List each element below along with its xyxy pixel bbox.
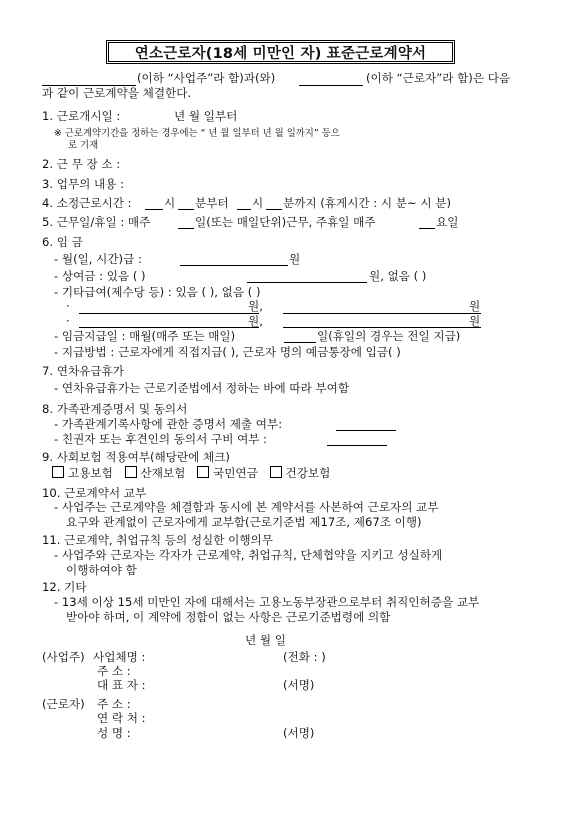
payment-method: - 지급방법 : 근로자에게 직접지급( ), 근로자 명의 예금통장에 입금( ) [54, 345, 401, 359]
section-11-label: 11. 근로계약, 취업규칙 등의 성실한 이행의무 [42, 533, 273, 547]
allowance-1-won: 원, [248, 299, 263, 313]
bonus-label: - 상여금 : 있음 ( ) [54, 269, 146, 283]
national-pension-checkbox[interactable] [197, 466, 209, 478]
consent-question: - 친권자 또는 후견인의 동의서 구비 여부 : [54, 432, 268, 446]
employment-insurance-label: 고용보험 [68, 466, 113, 480]
phone-field[interactable]: (전화 : ) [283, 650, 326, 664]
allowance-2-won: 원 [469, 299, 481, 313]
hour-unit-2: 시 [252, 196, 264, 210]
weekday-unit: 요일 [436, 215, 459, 229]
section-1-label: 1. 근로개시일 : [42, 109, 121, 123]
allowance-label: - 기타급여(제수당 등) : 있음 ( ), 없음 ( ) [54, 285, 261, 299]
section-10-line-1: - 사업주는 근로계약을 체결함과 동시에 본 계약서를 사본하여 근로자의 교부 [54, 500, 439, 514]
section-12-label: 12. 기타 [42, 580, 87, 594]
section-3-label: 3. 업무의 내용 : [42, 177, 125, 191]
allowance-4-blank[interactable] [283, 327, 481, 328]
workdays-blank[interactable] [178, 228, 194, 229]
payday-holiday-note: 일(휴일의 경우는 전일 지급) [317, 329, 461, 343]
intro-line-1b: (이하 “근로자”라 함)은 다음 [366, 71, 511, 85]
worker-name-blank[interactable] [299, 85, 363, 86]
section-10-label: 10. 근로계약서 교부 [42, 486, 147, 500]
allowance-2-blank[interactable] [283, 313, 481, 314]
section-8-label: 8. 가족관계증명서 및 동의서 [42, 402, 188, 416]
worker-name-label: 성 명 : [97, 726, 131, 740]
allowance-1-blank[interactable] [79, 313, 259, 314]
wage-label: - 월(일, 시간)급 : [54, 252, 142, 266]
section-10-line-2: 요구와 관계없이 근로자에게 교부함(근로기준법 제17조, 제67조 이행) [66, 515, 422, 529]
section-2-label: 2. 근 무 장 소 : [42, 157, 121, 171]
industrial-accident-label: 산재보험 [140, 466, 186, 480]
section-5-label: 5. 근무일/휴일 : 매주 [42, 215, 151, 229]
family-cert-question: - 가족관계기록사항에 관한 증명서 제출 여부: [54, 417, 283, 431]
section-11-line-1: - 사업주와 근로자는 각자가 근로계약, 취업규칙, 단체협약을 지키고 성실하게 [54, 548, 443, 562]
workdays-text: 일(또는 매일단위)근무, 주휴일 매주 [195, 215, 376, 229]
representative-label: 대 표 자 : [97, 678, 146, 692]
start-date-field[interactable]: 년 월 일부터 [174, 109, 238, 123]
end-minute-blank[interactable] [266, 209, 282, 210]
section-12-line-2: 받아야 하며, 이 계약에 정함이 없는 사항은 근로기준법령에 의함 [66, 610, 391, 624]
section-6-label: 6. 임 금 [42, 235, 83, 249]
worker-signature[interactable]: (서명) [283, 726, 315, 740]
section-1-note-line-1: ※ 근로계약기간을 정하는 경우에는 “ 년 월 일부터 년 월 일까지” 등으 [54, 128, 340, 139]
worker-contact-label: 연 락 처 : [97, 711, 146, 725]
weekly-holiday-blank[interactable] [419, 228, 435, 229]
section-7-label: 7. 연차유급휴가 [42, 364, 124, 378]
section-1-note-line-2: 로 기재 [68, 140, 99, 151]
family-cert-blank[interactable] [336, 430, 396, 431]
payday-label: - 임금지급일 : 매월(매주 또는 매일) [54, 329, 236, 343]
allowance-3-blank[interactable] [79, 327, 259, 328]
section-9-label: 9. 사회보험 적용여부(해당란에 체크) [42, 450, 230, 464]
end-hour-blank[interactable] [237, 209, 251, 210]
section-11-line-2: 이행하여야 함 [66, 563, 137, 577]
business-name-label: 사업체명 : [93, 650, 146, 664]
allowance-bullet-1: · [66, 299, 70, 313]
allowance-4-won: 원 [469, 314, 481, 328]
industrial-accident-checkbox[interactable] [125, 466, 137, 478]
bonus-none: 원, 없음 ( ) [369, 269, 427, 283]
health-insurance-checkbox[interactable] [270, 466, 282, 478]
insurance-checkboxes [48, 466, 330, 480]
worker-address-label: 주 소 : [97, 697, 131, 711]
document-title: 연소근로자(18세 미만인 자) 표준근로계약서 [106, 40, 455, 64]
employer-tag: (사업주) [42, 650, 85, 664]
section-4-label: 4. 소정근로시간 : [42, 196, 132, 210]
payday-blank[interactable] [284, 342, 316, 343]
national-pension-label: 국민연금 [213, 466, 258, 480]
health-insurance-label: 건강보험 [285, 466, 331, 480]
worker-tag: (근로자) [42, 697, 85, 711]
allowance-bullet-2: · [66, 314, 70, 328]
consent-blank[interactable] [327, 445, 387, 446]
wage-amount-blank[interactable] [180, 265, 288, 266]
contract-date[interactable]: 년 월 일 [245, 633, 286, 647]
start-hour-blank[interactable] [145, 209, 163, 210]
section-12-line-1: - 13세 이상 15세 미만인 자에 대해서는 고용노동부장관으로부터 취직인허증을 교부 [54, 595, 480, 609]
employment-insurance-checkbox[interactable] [52, 466, 64, 478]
hour-unit: 시 [164, 196, 176, 210]
employer-address-label: 주 소 : [97, 664, 131, 678]
section-7-text: - 연차유급휴가는 근로기준법에서 정하는 바에 따라 부여함 [54, 381, 350, 395]
employer-signature[interactable]: (서명) [283, 678, 315, 692]
minute-to-and-break: 분까지 (휴게시간 : 시 분~ 시 분) [283, 196, 451, 210]
intro-line-2: 과 같이 근로계약을 체결한다. [42, 86, 192, 100]
bonus-amount-blank[interactable] [247, 282, 367, 283]
minute-from-unit: 분부터 [195, 196, 229, 210]
intro-line-1a: (이하 “사업주”라 함)과(와) [137, 71, 276, 85]
wage-won-unit: 원 [289, 252, 301, 266]
allowance-3-won: 원, [248, 314, 263, 328]
start-minute-blank[interactable] [178, 209, 194, 210]
